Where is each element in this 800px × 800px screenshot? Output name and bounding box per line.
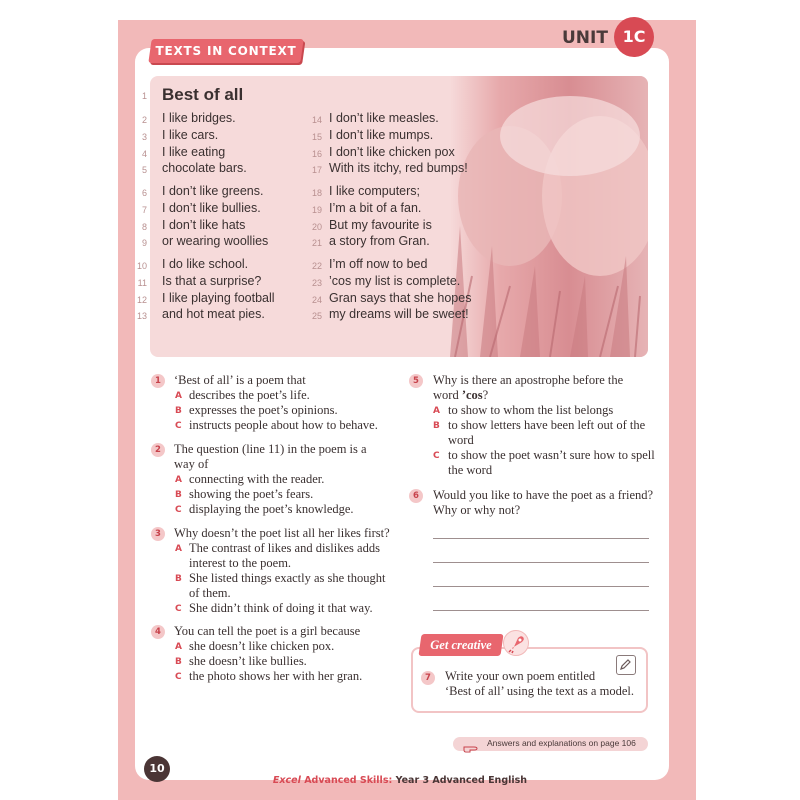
- line-number: 22: [311, 261, 322, 271]
- page-number: 10: [144, 756, 170, 782]
- line-number: 10: [136, 261, 147, 271]
- option-text[interactable]: to show letters have been left out of the: [448, 418, 646, 432]
- option-text[interactable]: She didn’t think of doing it that way.: [189, 601, 373, 615]
- line-number: 13: [136, 311, 147, 321]
- option-label: B: [175, 406, 182, 416]
- poem-line: I don’t like bullies.: [162, 201, 261, 215]
- poem-line: I’m off now to bed: [329, 257, 428, 271]
- answer-line[interactable]: [433, 538, 649, 539]
- option-text[interactable]: she doesn’t like bullies.: [189, 654, 307, 668]
- line-number: 19: [311, 205, 322, 215]
- poem-line: Gran says that she hopes: [329, 291, 472, 305]
- question-text: way of: [174, 457, 209, 471]
- question-text: word ’cos?: [433, 388, 489, 402]
- question-text: You can tell the poet is a girl because: [174, 624, 361, 638]
- line-number: 15: [311, 132, 322, 142]
- line-number: 11: [137, 278, 147, 288]
- section-badge: TEXTS IN CONTEXT: [155, 44, 297, 58]
- unit-code: 1C: [614, 17, 654, 57]
- poem-line: With its itchy, red bumps!: [329, 161, 468, 175]
- poem-line: I don’t like greens.: [162, 184, 264, 198]
- question-text: Write your own poem entitled: [445, 669, 596, 683]
- poem-line: I don’t like mumps.: [329, 128, 434, 142]
- line-number: 21: [311, 238, 322, 248]
- poem-line: a story from Gran.: [329, 234, 430, 248]
- option-label: B: [175, 657, 182, 667]
- option-label: B: [433, 421, 440, 431]
- option-label: C: [175, 505, 182, 515]
- answers-note[interactable]: Answers and explanations on page 106: [487, 738, 636, 748]
- option-text[interactable]: describes the poet’s life.: [189, 388, 310, 402]
- option-label: A: [175, 642, 182, 652]
- question-text: ‘Best of all’ is a poem that: [174, 373, 306, 387]
- poem-line: I don’t like chicken pox: [329, 145, 455, 159]
- question-number: 3: [151, 527, 165, 541]
- poem-title: Best of all: [162, 85, 244, 104]
- poem-line: my dreams will be sweet!: [329, 307, 469, 321]
- option-label: C: [175, 672, 182, 682]
- option-label: C: [175, 421, 182, 431]
- pencil-icon: [616, 655, 636, 675]
- brand-logo: Excel: [272, 775, 301, 786]
- question-text: ‘Best of all’ using the text as a model.: [445, 684, 634, 698]
- poem-line: I don’t like measles.: [329, 111, 439, 125]
- question-number: 6: [409, 489, 423, 503]
- pointing-hand-icon: [463, 739, 481, 758]
- line-number: 2: [141, 115, 147, 125]
- book-title: Year 3 Advanced English: [395, 775, 528, 786]
- poem-line: or wearing woollies: [162, 234, 269, 248]
- line-number: 9: [141, 238, 147, 248]
- option-text[interactable]: she doesn’t like chicken pox.: [189, 639, 335, 653]
- line-number: 8: [141, 222, 147, 232]
- option-text[interactable]: showing the poet’s fears.: [189, 487, 314, 501]
- option-text[interactable]: instructs people about how to behave.: [189, 418, 378, 432]
- line-number: 25: [311, 311, 322, 321]
- poem-line: and hot meat pies.: [162, 307, 265, 321]
- footer-title: [0, 775, 800, 786]
- question-text: The question (line 11) in the poem is a: [174, 442, 367, 456]
- option-label: A: [175, 391, 182, 401]
- answer-line[interactable]: [433, 562, 649, 563]
- option-text[interactable]: to show the poet wasn’t sure how to spell: [448, 448, 655, 462]
- poem-line: Is that a surprise?: [162, 274, 262, 288]
- question-text: Why is there an apostrophe before the: [433, 373, 624, 387]
- option-text[interactable]: the word: [448, 463, 493, 477]
- option-text[interactable]: connecting with the reader.: [189, 472, 325, 486]
- option-label: A: [433, 406, 440, 416]
- option-text[interactable]: displaying the poet’s knowledge.: [189, 502, 354, 516]
- option-text[interactable]: interest to the poem.: [189, 556, 292, 570]
- line-number: 3: [141, 132, 147, 142]
- poem-line: I’m a bit of a fan.: [329, 201, 422, 215]
- poem-line: I like computers;: [329, 184, 421, 198]
- question-number: 2: [151, 443, 165, 457]
- unit-label: UNIT: [562, 28, 608, 48]
- line-number: 18: [311, 188, 322, 198]
- poem-line: ’cos my list is complete.: [329, 274, 461, 288]
- option-text[interactable]: word: [448, 433, 474, 447]
- option-label: A: [175, 544, 182, 554]
- line-number: 17: [311, 165, 322, 175]
- option-text[interactable]: expresses the poet’s opinions.: [189, 403, 338, 417]
- question-number: 5: [409, 374, 423, 388]
- question-number: 7: [421, 671, 435, 685]
- option-label: C: [175, 604, 182, 614]
- option-text[interactable]: She listed things exactly as she thought: [189, 571, 386, 585]
- poem-line: I do like school.: [162, 257, 249, 271]
- question-text: Would you like to have the poet as a friend?: [433, 488, 654, 502]
- line-number: 4: [141, 149, 147, 159]
- question-number: 1: [151, 374, 165, 388]
- option-text[interactable]: the photo shows her with her gran.: [189, 669, 363, 683]
- question-text: Why or why not?: [433, 503, 521, 517]
- series-name: Advanced Skills:: [304, 775, 393, 786]
- line-number: 7: [141, 205, 147, 215]
- question-number: 4: [151, 625, 165, 639]
- photo-girl-and-gran: [450, 76, 648, 357]
- poem-line: But my favourite is: [329, 218, 432, 232]
- rocket-icon: [503, 630, 529, 656]
- line-number: 12: [136, 295, 147, 305]
- line-number: 6: [141, 188, 147, 198]
- option-text[interactable]: to show to whom the list belongs: [448, 403, 614, 417]
- poem-line: chocolate bars.: [162, 161, 247, 175]
- line-number: 23: [311, 278, 322, 288]
- poem-line: I don’t like hats: [162, 218, 246, 232]
- poem-line: I like cars.: [162, 128, 219, 142]
- line-number: 16: [311, 149, 322, 159]
- line-number: 14: [311, 115, 322, 125]
- option-label: B: [175, 574, 182, 584]
- option-text[interactable]: of them.: [189, 586, 231, 600]
- line-number: 20: [311, 222, 322, 232]
- poem-line: I like bridges.: [162, 111, 236, 125]
- poem-line: I like playing football: [162, 291, 275, 305]
- answer-line[interactable]: [433, 610, 649, 611]
- poem-line: I like eating: [162, 145, 226, 159]
- get-creative-label: Get creative: [430, 638, 492, 652]
- option-label: A: [175, 475, 182, 485]
- line-number: 24: [311, 295, 322, 305]
- answer-line[interactable]: [433, 586, 649, 587]
- option-text[interactable]: The contrast of likes and dislikes adds: [189, 541, 380, 555]
- line-number: 5: [141, 165, 147, 175]
- option-label: C: [433, 451, 440, 461]
- question-text: Why doesn’t the poet list all her likes first?: [174, 526, 390, 540]
- line-number: 1: [141, 91, 147, 101]
- option-label: B: [175, 490, 182, 500]
